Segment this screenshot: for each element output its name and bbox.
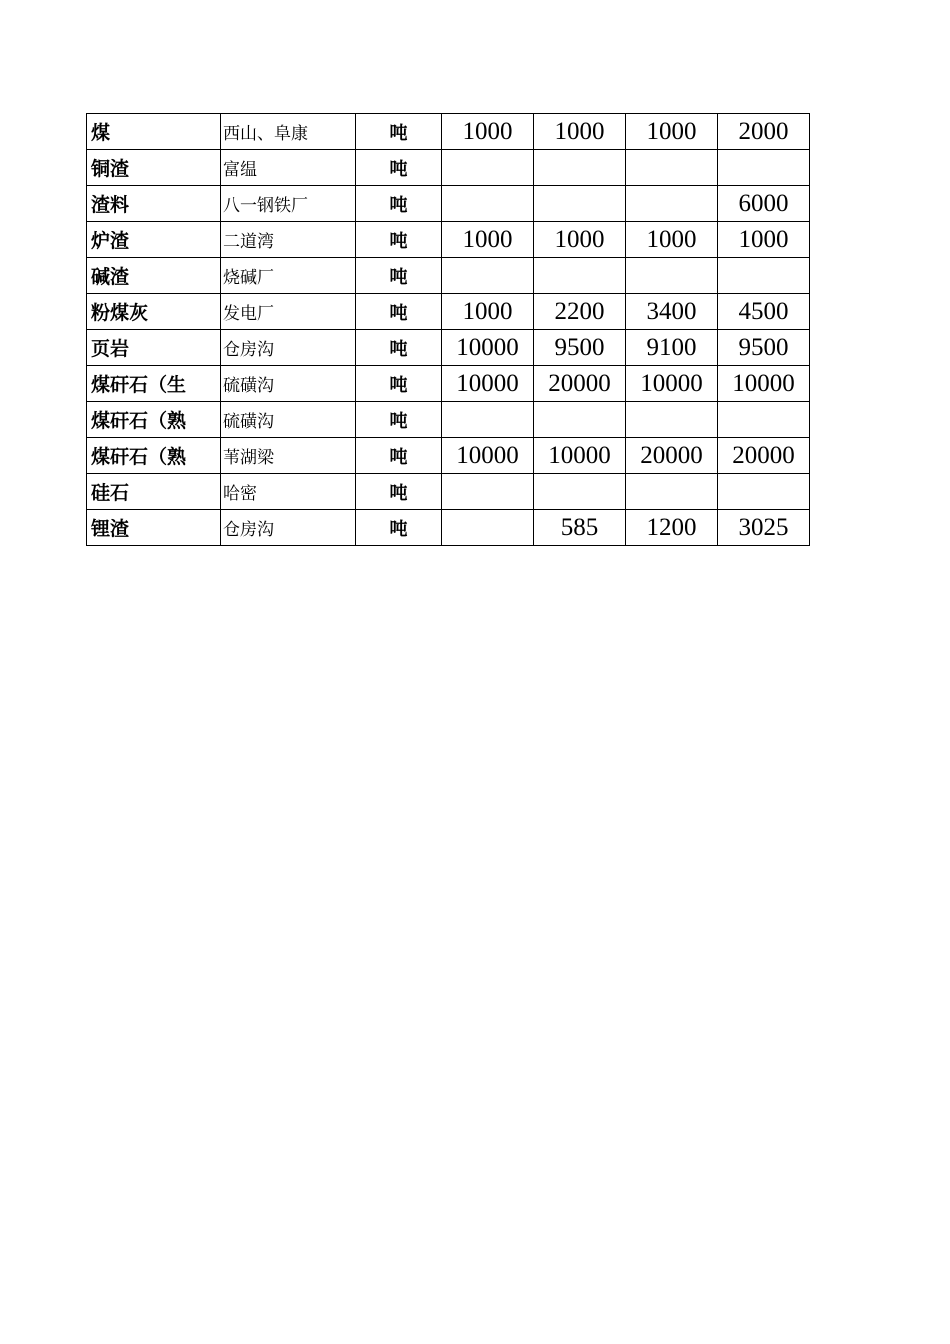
quantity-cell: 2200 — [534, 294, 626, 330]
table-row — [87, 114, 810, 150]
quantity-cell: 3400 — [626, 294, 718, 330]
quantity-cell: 20000 — [534, 366, 626, 402]
quantity-cell: 6000 — [718, 186, 810, 222]
quantity-cell: 20000 — [626, 438, 718, 474]
material-name-cell: 炉渣 — [87, 222, 221, 258]
unit-cell: 吨 — [356, 366, 442, 402]
material-name-cell: 页岩 — [87, 330, 221, 366]
unit-cell: 吨 — [356, 186, 442, 222]
quantity-cell — [718, 402, 810, 438]
quantity-cell: 1200 — [626, 510, 718, 546]
quantity-cell: 4500 — [718, 294, 810, 330]
table-row — [87, 150, 810, 186]
table-row — [87, 258, 810, 294]
material-name-cell: 渣料 — [87, 186, 221, 222]
unit-cell: 吨 — [356, 258, 442, 294]
quantity-cell: 10000 — [626, 366, 718, 402]
quantity-cell — [626, 402, 718, 438]
quantity-cell — [442, 402, 534, 438]
quantity-cell — [442, 510, 534, 546]
quantity-cell — [718, 258, 810, 294]
table-row — [87, 294, 810, 330]
material-name-cell: 煤矸石（生 — [87, 366, 221, 402]
quantity-cell: 10000 — [442, 438, 534, 474]
unit-cell: 吨 — [356, 150, 442, 186]
material-name-cell: 煤矸石（熟 — [87, 438, 221, 474]
table-row — [87, 366, 810, 402]
quantity-cell: 1000 — [442, 222, 534, 258]
unit-cell: 吨 — [356, 222, 442, 258]
unit-cell: 吨 — [356, 474, 442, 510]
location-cell: 硫磺沟 — [221, 402, 356, 438]
quantity-cell — [534, 258, 626, 294]
table-row — [87, 186, 810, 222]
location-cell: 发电厂 — [221, 294, 356, 330]
quantity-cell — [718, 150, 810, 186]
quantity-cell: 9500 — [718, 330, 810, 366]
quantity-cell: 20000 — [718, 438, 810, 474]
unit-cell: 吨 — [356, 510, 442, 546]
location-cell: 富缊 — [221, 150, 356, 186]
unit-cell: 吨 — [356, 438, 442, 474]
quantity-cell: 585 — [534, 510, 626, 546]
location-cell: 烧碱厂 — [221, 258, 356, 294]
quantity-cell: 1000 — [718, 222, 810, 258]
quantity-cell: 9100 — [626, 330, 718, 366]
quantity-cell: 1000 — [442, 114, 534, 150]
unit-cell: 吨 — [356, 294, 442, 330]
materials-table — [86, 113, 810, 546]
table-row — [87, 510, 810, 546]
quantity-cell — [442, 150, 534, 186]
material-name-cell: 煤矸石（熟 — [87, 402, 221, 438]
quantity-cell — [442, 186, 534, 222]
quantity-cell — [442, 474, 534, 510]
materials-table-body — [87, 114, 810, 546]
location-cell: 硫磺沟 — [221, 366, 356, 402]
location-cell: 仓房沟 — [221, 330, 356, 366]
quantity-cell: 10000 — [718, 366, 810, 402]
quantity-cell — [626, 474, 718, 510]
quantity-cell — [534, 402, 626, 438]
material-name-cell: 铜渣 — [87, 150, 221, 186]
quantity-cell — [534, 150, 626, 186]
table-row — [87, 222, 810, 258]
quantity-cell: 1000 — [534, 114, 626, 150]
location-cell: 西山、阜康 — [221, 114, 356, 150]
quantity-cell: 3025 — [718, 510, 810, 546]
quantity-cell: 10000 — [442, 330, 534, 366]
quantity-cell — [626, 150, 718, 186]
material-name-cell: 碱渣 — [87, 258, 221, 294]
location-cell: 哈密 — [221, 474, 356, 510]
quantity-cell: 1000 — [626, 114, 718, 150]
material-name-cell: 硅石 — [87, 474, 221, 510]
table-row — [87, 474, 810, 510]
quantity-cell: 1000 — [534, 222, 626, 258]
quantity-cell: 2000 — [718, 114, 810, 150]
quantity-cell: 10000 — [534, 438, 626, 474]
location-cell: 二道湾 — [221, 222, 356, 258]
location-cell: 仓房沟 — [221, 510, 356, 546]
quantity-cell — [626, 186, 718, 222]
table-row — [87, 330, 810, 366]
quantity-cell: 1000 — [626, 222, 718, 258]
quantity-cell: 9500 — [534, 330, 626, 366]
quantity-cell — [442, 258, 534, 294]
quantity-cell — [534, 186, 626, 222]
quantity-cell — [534, 474, 626, 510]
quantity-cell — [718, 474, 810, 510]
unit-cell: 吨 — [356, 402, 442, 438]
quantity-cell: 1000 — [442, 294, 534, 330]
unit-cell: 吨 — [356, 114, 442, 150]
quantity-cell: 10000 — [442, 366, 534, 402]
material-name-cell: 锂渣 — [87, 510, 221, 546]
material-name-cell: 煤 — [87, 114, 221, 150]
quantity-cell — [626, 258, 718, 294]
unit-cell: 吨 — [356, 330, 442, 366]
table-row — [87, 402, 810, 438]
location-cell: 八一钢铁厂 — [221, 186, 356, 222]
material-name-cell: 粉煤灰 — [87, 294, 221, 330]
table-row — [87, 438, 810, 474]
location-cell: 苇湖梁 — [221, 438, 356, 474]
